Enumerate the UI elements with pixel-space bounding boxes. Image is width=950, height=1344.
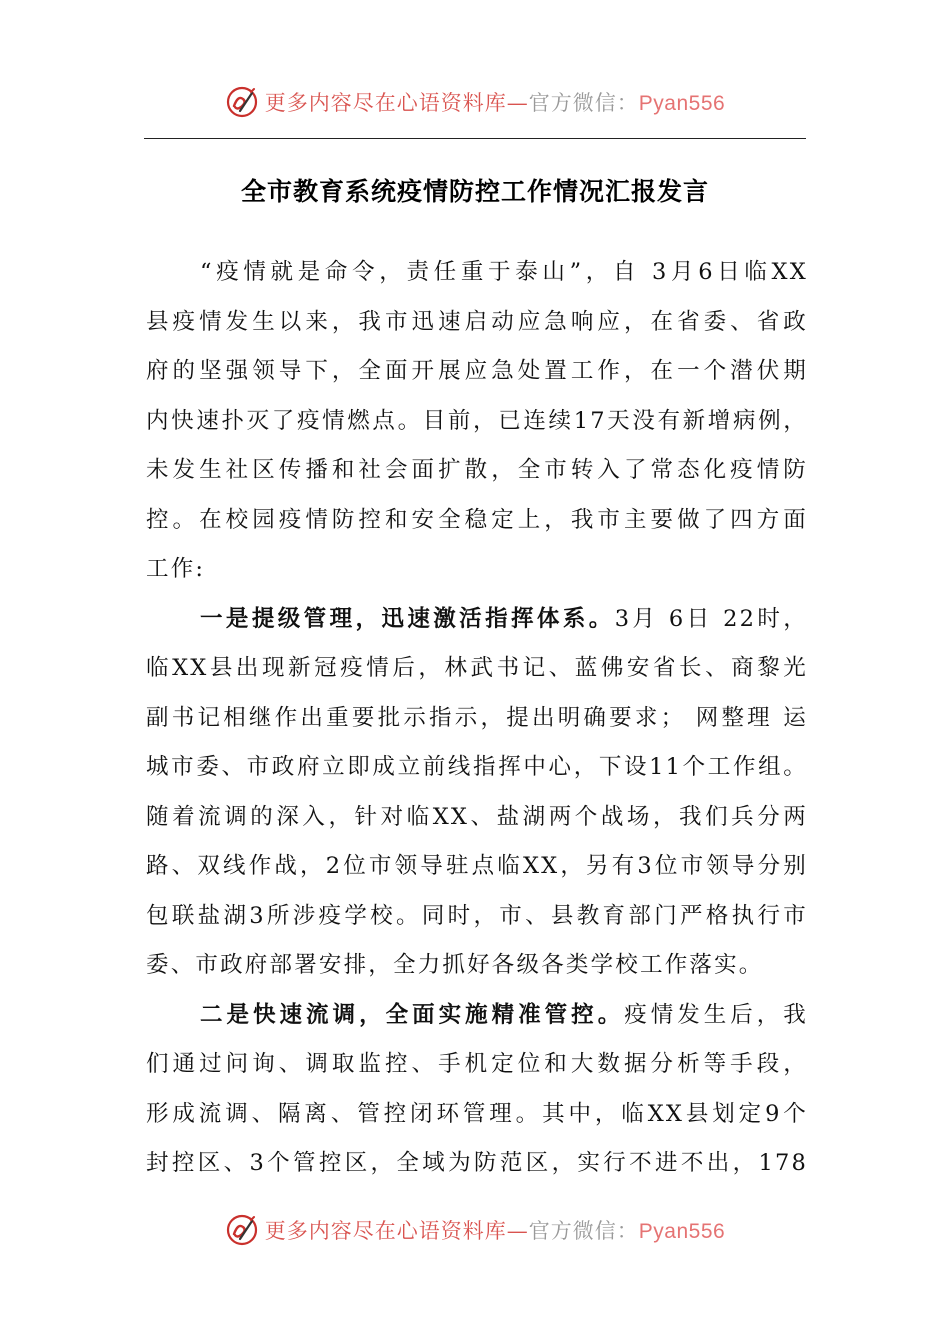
section-heading: 二是快速流调，全面实施精准管控。 — [200, 1001, 625, 1028]
document-body — [146, 248, 808, 1189]
pen-signature-logo-icon — [225, 85, 259, 119]
paragraph-line: 形成流调、隔离、管控闭环管理。其中，临XX县划定9个 — [146, 1100, 808, 1127]
watermark-text — [265, 1215, 725, 1245]
pen-signature-logo-icon — [225, 1213, 259, 1247]
watermark-brand: 更多内容尽在心语资料库 — [264, 1219, 507, 1243]
section-heading-line — [146, 595, 808, 645]
paragraph-line: 府的坚强领导下，全面开展应急处置工作，在一个潜伏期 — [146, 358, 808, 384]
paragraph-line: 县疫情发生以来，我市迅速启动应急响应，在省委、省政 — [146, 308, 808, 335]
section-heading-rest: 疫情发生后，我 — [624, 1001, 808, 1028]
paragraph-line: 临XX县出现新冠疫情后，林武书记、蓝佛安省长、商黎光 — [146, 655, 808, 681]
watermark-wechat-id: Pyan556 — [638, 1220, 726, 1243]
watermark-dash: — — [506, 91, 529, 115]
paragraph-line: 随着流调的深入，针对临XX、盐湖两个战场，我们兵分两 — [146, 803, 808, 830]
section-heading-line — [146, 991, 808, 1041]
paragraph-line: 副书记相继作出重要批示指示，提出明确要求； 网整理 运 — [146, 704, 808, 731]
section-heading-rest: 3月 6日 22时， — [614, 605, 808, 632]
paragraph-line: “疫情就是命令，责任重于泰山”，自 3月6日临XX — [200, 259, 808, 285]
section-heading: 一是提级管理，迅速激活指挥体系。 — [200, 605, 615, 632]
paragraph-line: 工作: — [146, 556, 206, 582]
paragraph-line: 包联盐湖3所涉疫学校。同时，市、县教育部门严格执行市 — [146, 902, 808, 929]
document-title: 全市教育系统疫情防控工作情况汇报发言 — [240, 177, 709, 206]
footer-watermark — [0, 1208, 950, 1252]
watermark-dash: — — [506, 1219, 529, 1243]
paragraph-line: 封控区、3个管控区，全域为防范区，实行不进不出，178 — [146, 1150, 808, 1176]
paragraph-line: 未发生社区传播和社会面扩散，全市转入了常态化疫情防 — [146, 457, 808, 483]
paragraph-line: 委、市政府部署安排，全力抓好各级各类学校工作落实。 — [146, 952, 764, 978]
watermark-wechat-id: Pyan556 — [638, 92, 726, 115]
watermark-text — [265, 87, 725, 117]
paragraph-line: 们通过问询、调取监控、手机定位和大数据分析等手段， — [146, 1051, 808, 1077]
paragraph-line: 路、双线作战，2位市领导驻点临XX，另有3位市领导分别 — [146, 853, 808, 879]
header-divider — [144, 138, 806, 139]
watermark-official-label: 官方微信： — [528, 91, 639, 115]
watermark-official-label: 官方微信： — [528, 1219, 639, 1243]
paragraph-line: 城市委、市政府立即成立前线指挥中心，下设11个工作组。 — [146, 754, 808, 780]
watermark-brand: 更多内容尽在心语资料库 — [264, 91, 507, 115]
paragraph-line: 控。在校园疫情防控和安全稳定上，我市主要做了四方面 — [146, 506, 808, 533]
header-watermark — [0, 80, 950, 124]
paragraph-line: 内快速扑灭了疫情燃点。目前，已连续17天没有新增病例， — [146, 407, 808, 434]
